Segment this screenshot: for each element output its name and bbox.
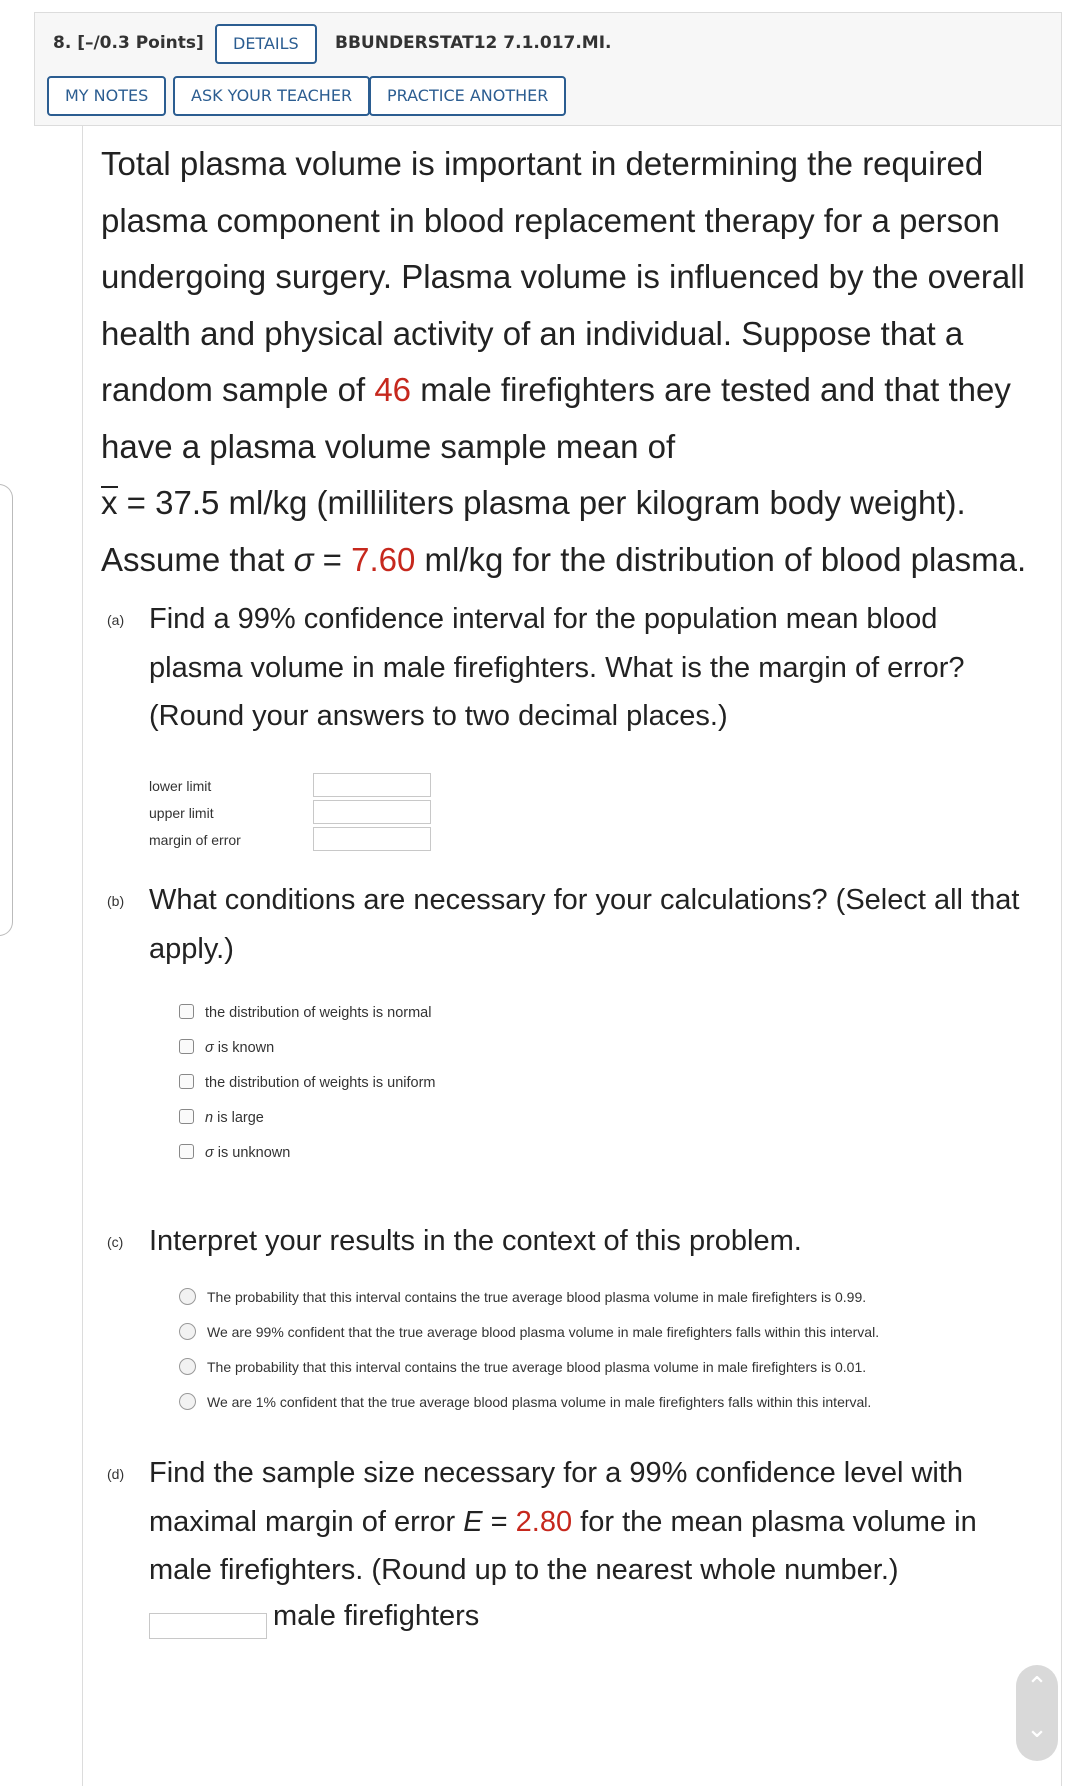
lower-limit-row [149, 778, 211, 794]
upper-limit-label: upper limit [149, 805, 214, 821]
radio-button[interactable] [179, 1393, 196, 1410]
part-c-label: (c) [107, 1234, 124, 1250]
part-b-question: What conditions are necessary for your calculations? (Select all that apply.) [149, 884, 1020, 965]
problem-statement: Total plasma volume is important in determining the required plasma component in blood replacement therapy for a person undergoing surgery. Plasma volume is influenced by the overall health and physical activity of an individual. Suppose that a random sample of 46 male firefighters are tested and that they have a plasma volume sample mean of x = 37.5 ml/kg (milliliters plasma per kilogram body weight). Assume that σ = 7.60 ml/kg for the distribution of blood plasma. [101, 145, 1027, 578]
question-header [34, 12, 1062, 126]
xbar-symbol: x [101, 484, 118, 521]
chevron-down-icon[interactable]: ⌄ [1026, 1713, 1048, 1743]
ask-teacher-button[interactable]: ASK YOUR TEACHER [173, 76, 370, 116]
margin-of-error-row [149, 832, 241, 848]
checkbox[interactable] [179, 1039, 194, 1054]
part-b-label: (b) [107, 893, 125, 909]
checkbox[interactable] [179, 1144, 194, 1159]
sample-size-input[interactable] [149, 1613, 267, 1639]
part-a-label: (a) [107, 612, 125, 628]
question-body: Total plasma volume is important in determining the required plasma component in blood replacement therapy for a person undergoing surgery. Plasma volume is influenced by the overall health and physical activity of an individual. Suppose that a random sample of 46 male firefighters are tested and that they have a plasma volume sample mean of x = 37.5 ml/kg (milliliters plasma per kilogram body weight). Assume that σ = 7.60 ml/kg for the distribution of blood plasma. (a) Find a 99% confidence interval for the population mean blood plasma volume in male firefighters. What is the margin of error? (Round your answers to two decimal places.) lower limit upper limit margin of error (b) What conditions are necessary for your calculations? (Select all that apply.) the distribution of weights is normal σ is known the distribution of weights is uniform n is large σ is unknown (c) Interpret your results in the context of this problem. The probability that this interval contains the true average blood plasma volume in male firefighters is 0.99. We are 99% confident that the true average blood plasma volume in male firefighters falls within this interval. The probability that this interval contains the true average blood plasma volume in male firefighters is 0.01. We are 1% confident that the true average blood plasma volume in male firefighters falls within this interval. (d) Find the sample size necessary for a 99% confidence level with maximal margin of error E = 2.80 for the mean plasma volume in male firefighters. (Round up to the nearest whole number.) male firefighters [82, 126, 1062, 1786]
part-d-question: Find the sample size necessary for a 99% confidence level with maximal margin of error E = 2.80 for the mean plasma volume in male firefighters. (Round up to the nearest whole number.) [149, 1457, 977, 1586]
radio-button[interactable] [179, 1323, 196, 1340]
problem-code: BBUNDERSTAT12 7.1.017.MI. [335, 33, 612, 53]
checkbox[interactable] [179, 1004, 194, 1019]
sigma-symbol: σ [293, 540, 314, 578]
points-label: 8. [–/0.3 Points] [53, 33, 204, 53]
e-symbol: E [463, 1505, 483, 1538]
scroll-control[interactable] [1016, 1665, 1058, 1761]
chevron-up-icon[interactable]: ⌃ [1026, 1671, 1048, 1701]
my-notes-button[interactable]: MY NOTES [47, 76, 166, 116]
checkbox[interactable] [179, 1074, 194, 1089]
side-panel-edge [0, 484, 13, 936]
part-c-question: Interpret your results in the context of this problem. [149, 1225, 802, 1257]
e-value: 2.80 [515, 1505, 573, 1538]
checkbox[interactable] [179, 1109, 194, 1124]
details-button[interactable]: DETAILS [215, 24, 317, 64]
lower-limit-label: lower limit [149, 778, 212, 794]
sample-size-unit: male firefighters [273, 1600, 480, 1632]
sample-size-value: 46 [374, 371, 412, 408]
upper-limit-row [149, 805, 214, 821]
sigma-value: 7.60 [351, 540, 416, 578]
part-d-label: (d) [107, 1466, 125, 1482]
lower-limit-input[interactable] [313, 773, 431, 797]
part-a-question: Find a 99% confidence interval for the population mean blood plasma volume in male firefighters. What is the margin of error? (Round your answers to two decimal places.) [149, 603, 965, 732]
radio-button[interactable] [179, 1358, 196, 1375]
upper-limit-input[interactable] [313, 800, 431, 824]
margin-of-error-input[interactable] [313, 827, 431, 851]
radio-button[interactable] [179, 1288, 196, 1305]
margin-of-error-label: margin of error [149, 832, 241, 848]
practice-another-button[interactable]: PRACTICE ANOTHER [369, 76, 566, 116]
